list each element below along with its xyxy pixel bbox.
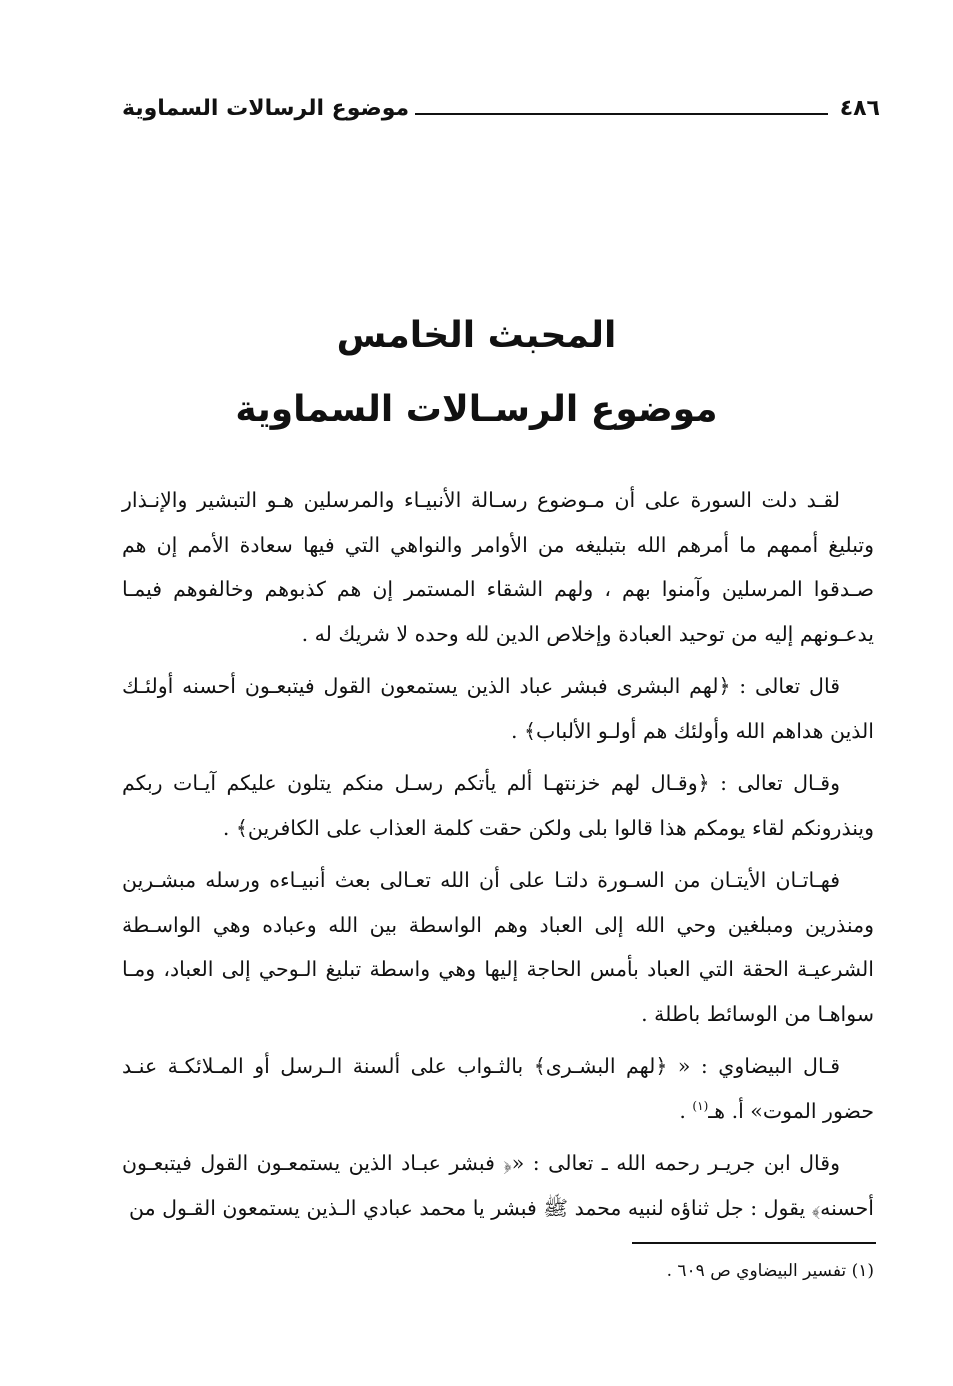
- footnote-rule: [632, 1242, 876, 1244]
- header-rule: [415, 113, 828, 115]
- paragraph-intro: لقـد دلت السورة على أن مـوضوع رسـالة الأنبيـاء والمرسلين هـو التبشير والإنـذار وتبليغ أممهم ما أمرهم الله بتبليغه من الأوامر والنواهي التي فيها سعادة الأمم إن هم صـدقوا المرسلين وآمنوا بهم ، ولهم الشقاء المستمر إن هم كذبوهم وخالفوهم فيمـا يدعـونهم إليه من توحيد العبادة وإخلاص الدين لله وحده لا شريك له .: [122, 488, 874, 646]
- running-header: [122, 88, 880, 128]
- body-text: [122, 478, 874, 1238]
- paragraph-quote-1: قال تعالى : ﴿لهم البشرى فبشر عباد الذين يستمعون القول فيتبعـون أحسنه أولئـك الذين هداهم الله وأولئك هم أولـو الألباب﴾ .: [122, 674, 874, 743]
- section-subtitle: موضوع الرسـالات السماوية: [235, 389, 718, 430]
- paragraph-ibn-jarir: وقال ابن جريـر رحمه الله ـ تعالى : «﴿ فبشر عبـاد الذين يستمعـون القول فيتبعـون أحسنه﴾ يقول : جل ثناؤه لنبيه محمد ﷺ فبشر يا محمد عبادي الـذين يستمعون القـول من: [122, 1151, 874, 1220]
- footnote-marker[interactable]: (١): [692, 1098, 709, 1113]
- running-title: موضوع الرسالات السماوية: [122, 95, 410, 121]
- section-title: المحبث الخامس: [336, 315, 617, 356]
- paragraph-quote-2: وقـال تعالى : ﴿وقـال لهم خزنتهـا ألم يأتكم رسـل منكم يتلون عليكم آيـات ربكم وينذرونكم لقاء يومكم هذا قالوا بلى ولكن حقت كلمة العذاب على الكافرين﴾ .: [122, 771, 874, 840]
- baidawi-tail: .: [679, 1098, 693, 1123]
- paragraph-commentary: فهـاتـان الأيتـان من السـورة دلتـا على أن الله تعـالى بعث أنبيـاءه ورسله مبشـرين ومنذرين ومبلغين وحي الله إلى العباد وهم الواسطة بين الله وعباده وهي الواسـطة الشرعيـة الحقة التي العباد بأمس الحاجة إليها وهي واسطة تبليغ الـوحي إلى العباد، ومـا سواهـا من الوسائط باطلة .: [122, 868, 874, 1026]
- paragraph-baidawi: [122, 1044, 874, 1133]
- baidawi-text: قـال البيضاوي : « ﴿لهم البشـرى﴾ بالثـواب على ألسنة الـرسل أو المـلائكـة عنـد حضور الموت» أ. هـ: [122, 1054, 874, 1123]
- page-number: ٤٨٦: [839, 95, 880, 121]
- footnote: (١) تفسير البيضاوي ص ٦٠٩ .: [666, 1261, 874, 1281]
